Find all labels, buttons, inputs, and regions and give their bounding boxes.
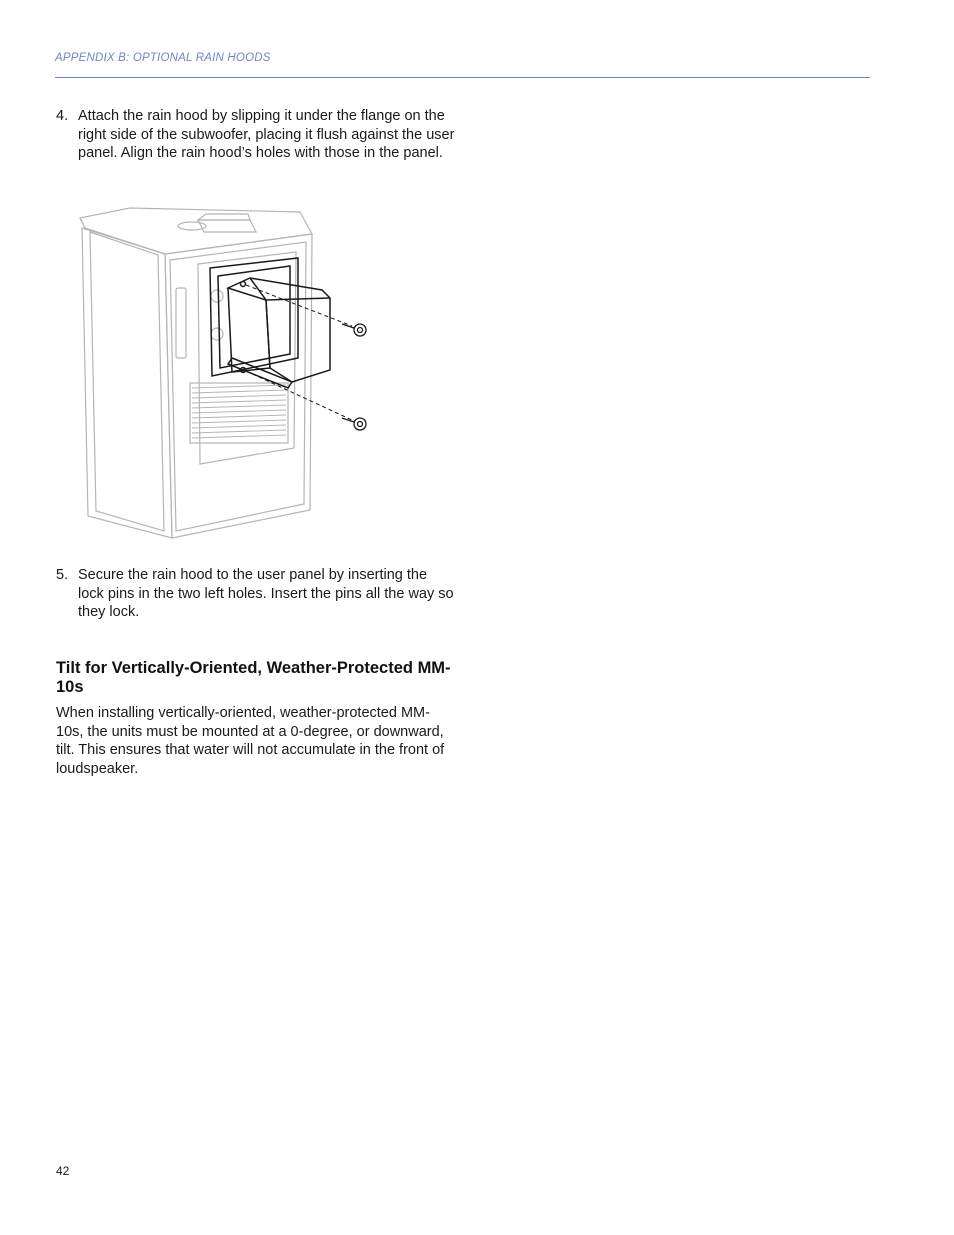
step-text: Secure the rain hood to the user panel by inserting the lock pins in the two left holes. Insert the pins all the way so they lock. — [78, 567, 454, 621]
step-text: Attach the rain hood by slipping it under the flange on the right side of the subwoofer, placing it flush against the user panel. Align the rain hood’s holes with those in the panel. — [78, 108, 455, 162]
section-heading: Tilt for Vertically-Oriented, Weather-Protected MM-10s — [56, 659, 451, 696]
step-item — [56, 566, 456, 622]
running-header: APPENDIX B: OPTIONAL RAIN HOODS — [55, 52, 271, 64]
step-number: 5. — [56, 567, 69, 583]
step-number: 4. — [56, 108, 69, 124]
body-paragraph: When installing vertically-oriented, weather-protected MM-10s, the units must be mounted at a 0-degree, or downward, tilt. This ensures that water will not accumulate in the front of loudspeaker. — [56, 705, 445, 778]
page-number: 42 — [56, 1164, 70, 1178]
step-item — [56, 107, 456, 163]
header-rule — [55, 77, 870, 78]
subwoofer-rain-hood-illustration — [60, 198, 390, 548]
